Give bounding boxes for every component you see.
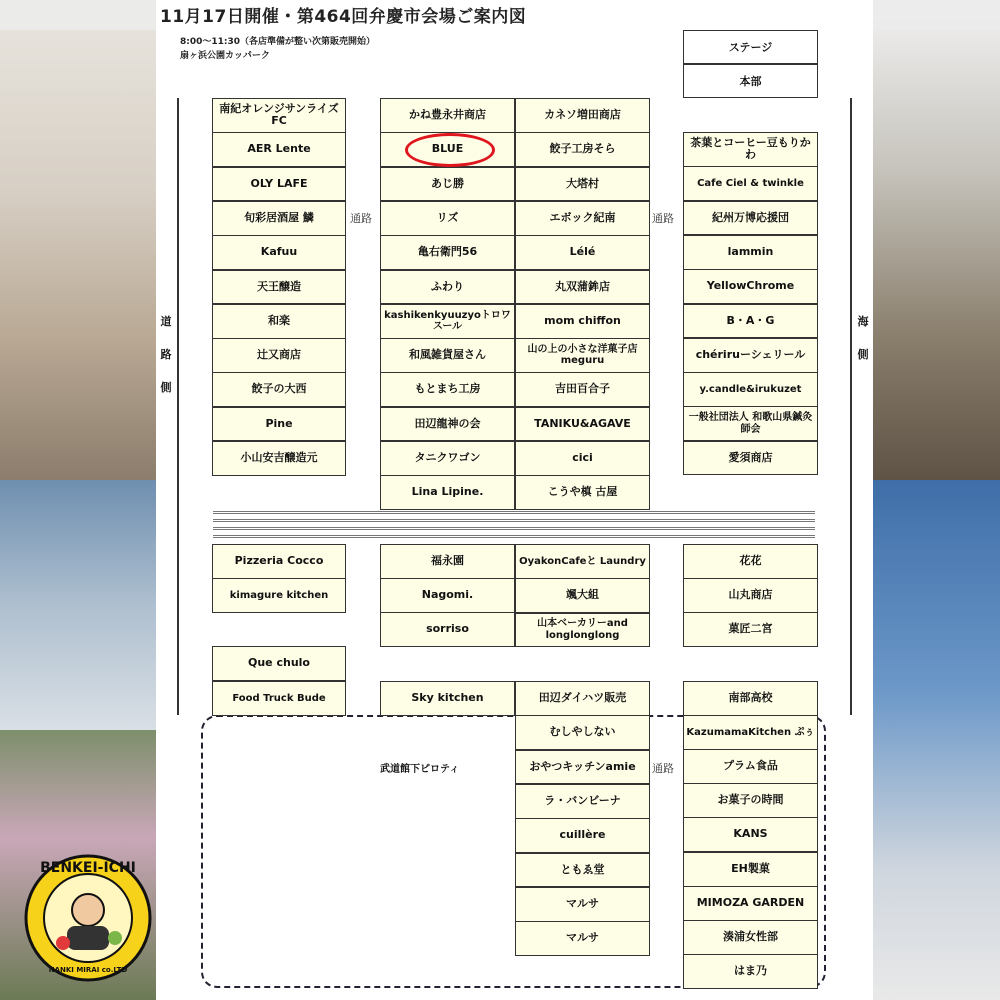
stall-col1-stall: Pine: [212, 407, 346, 442]
divider-stripe: [213, 511, 815, 514]
stall-col1-stall: 辻又商店: [212, 338, 346, 373]
stall-col1b-stall: Pizzeria Cocco: [212, 544, 346, 579]
stall-col2-stall: kashikenkyuuzyoトロワスール: [380, 304, 515, 339]
stall-col4b-stall: KazumamaKitchen ぷぅ: [683, 715, 818, 750]
sea-side-label-2: 側: [857, 348, 869, 361]
stall-col3-stall: mom chiffon: [515, 304, 650, 339]
stall-col1-stall: Kafuu: [212, 235, 346, 270]
stall-col1b-stall: Que chulo: [212, 646, 346, 681]
stall-col3-stall: 山の上の小さな洋菓子店 meguru: [515, 338, 650, 373]
stall-col1-stall: 天王醸造: [212, 270, 346, 305]
stall-col3-stall: cici: [515, 441, 650, 476]
stall-col4-stall: 愛須商店: [683, 441, 818, 476]
stall-col3b-stall: ともゑ堂: [515, 853, 650, 888]
stall-col4-stall: 茶葉とコーヒー豆もりかわ: [683, 132, 818, 167]
stall-col4b-stall: お菓子の時間: [683, 783, 818, 818]
headquarters-box: 本部: [683, 64, 818, 98]
benkei-ichi-logo: [23, 848, 153, 988]
stall-col3b-stall: マルサ: [515, 887, 650, 922]
stall-col4-stall: chériruーシェリール: [683, 338, 818, 373]
stall-col4b-stall: 花花: [683, 544, 818, 579]
stall-col2-stall: BLUE: [380, 132, 515, 167]
stall-col4b-stall: 湊浦女性部: [683, 920, 818, 955]
stall-col1-stall: 南紀オレンジサンライズFC: [212, 98, 346, 133]
stall-col3b-stall: マルサ: [515, 921, 650, 956]
stall-col2b-stall: sorriso: [380, 612, 515, 647]
stall-col4-stall: 紀州万博応援団: [683, 201, 818, 236]
stall-col2-stall: リズ: [380, 201, 515, 236]
road-side-label-2: 路: [160, 348, 172, 361]
stall-col4b-stall: プラム食品: [683, 749, 818, 784]
stall-col3-stall: カネソ増田商店: [515, 98, 650, 133]
stall-col3-stall: こうや槙 古屋: [515, 475, 650, 510]
svg-text:NANKI MIRAI co.LTD: NANKI MIRAI co.LTD: [48, 966, 128, 974]
map-title: 11月17日開催・第464回弁慶市会場ご案内図: [160, 7, 527, 27]
time-note: 8:00～11:30（各店準備が整い次第販売開始）: [180, 37, 376, 47]
stall-col1-stall: 小山安吉醸造元: [212, 441, 346, 476]
road-side-label-3: 側: [160, 381, 172, 394]
highlight-circle: [405, 133, 495, 167]
aisle-label-bottom: 通路: [652, 762, 674, 775]
stall-col4-stall: B・A・G: [683, 304, 818, 339]
stall-col2-stall: もとまち工房: [380, 372, 515, 407]
divider-stripe: [213, 535, 815, 538]
stall-col3-stall: Lélé: [515, 235, 650, 270]
stall-col2b-stall: 福永園: [380, 544, 515, 579]
stall-col4b-stall: 南部高校: [683, 681, 818, 716]
stall-col1-stall: 旬彩居酒屋 鱗: [212, 201, 346, 236]
aisle-label-left: 通路: [350, 212, 372, 225]
stall-col1-stall: 餃子の大西: [212, 372, 346, 407]
stall-col2-stall: あじ勝: [380, 167, 515, 202]
stall-col4b-stall: はま乃: [683, 954, 818, 989]
stall-col3-stall: 大塔村: [515, 167, 650, 202]
stall-col2-stall: 和風雑貨屋さん: [380, 338, 515, 373]
stall-col3b-stall: 颯大組: [515, 578, 650, 613]
road-side-label-1: 道: [160, 315, 172, 328]
stall-col1-stall: 和楽: [212, 304, 346, 339]
stall-col4b-stall: 山丸商店: [683, 578, 818, 613]
stall-col3b-stall: おやつキッチンamie: [515, 750, 650, 785]
stall-col3-stall: 餃子工房そら: [515, 132, 650, 167]
sea-side-label-1: 海: [857, 315, 869, 328]
stall-col3b-stall: ラ・バンビーナ: [515, 784, 650, 819]
stall-col3-stall: 丸双蒲鉾店: [515, 270, 650, 305]
svg-text:BENKEI-ICHI: BENKEI-ICHI: [40, 860, 136, 876]
stall-col4b-stall: KANS: [683, 817, 818, 852]
stage-box: ステージ: [683, 30, 818, 64]
stall-col1-stall: OLY LAFE: [212, 167, 346, 202]
divider-stripe: [213, 519, 815, 522]
stall-col1-stall: AER Lente: [212, 132, 346, 167]
stall-col2-stall: ふわり: [380, 270, 515, 305]
stall-col2b-stall: Nagomi.: [380, 578, 515, 613]
stall-col3-stall: エボック紀南: [515, 201, 650, 236]
stall-col3-stall: TANIKU&AGAVE: [515, 407, 650, 442]
stall-col2-stall: Lina Lipine.: [380, 475, 515, 510]
stall-col2-stall: タニクワゴン: [380, 441, 515, 476]
road-side-line: [177, 98, 179, 715]
stall-col1b-stall: kimagure kitchen: [212, 578, 346, 613]
stall-col2-stall: かね豊永井商店: [380, 98, 515, 133]
piloti-label: 武道館下ピロティ: [380, 764, 460, 775]
stall-col3b-stall: OyakonCafeと Laundry: [515, 544, 650, 579]
stall-col4-stall: 一般社団法人 和歌山県鍼灸師会: [683, 406, 818, 441]
stall-col3b-stall: cuillère: [515, 818, 650, 853]
stall-col3b-stall: 田辺ダイハツ販売: [515, 681, 650, 716]
stall-col2-stall: 亀右衛門56: [380, 235, 515, 270]
stall-col3b-stall: むしやしない: [515, 715, 650, 750]
aisle-label-right: 通路: [652, 212, 674, 225]
stall-col3-stall: 吉田百合子: [515, 372, 650, 407]
divider-stripe: [213, 527, 815, 530]
stall-col4-stall: Cafe Ciel & twinkle: [683, 166, 818, 201]
stall-col4b-stall: EH製菓: [683, 852, 818, 887]
stall-col1b-stall: Food Truck Bude: [212, 681, 346, 716]
sea-side-line: [850, 98, 852, 715]
stall-col3b-stall: 山本ベーカリーand longlonglong: [515, 613, 650, 648]
stall-col2-stall: 田辺龍神の会: [380, 407, 515, 442]
stall-col4b-stall: MIMOZA GARDEN: [683, 886, 818, 921]
stall-col4b-stall: 菓匠二宮: [683, 612, 818, 647]
stall-col4-stall: lammin: [683, 235, 818, 270]
stall-col4-stall: y.candle&irukuzet: [683, 372, 818, 407]
stall-col4-stall: YellowChrome: [683, 269, 818, 304]
location-note: 扇ヶ浜公園カッパーク: [180, 51, 270, 61]
stall-col2b-stall: Sky kitchen: [380, 681, 515, 716]
